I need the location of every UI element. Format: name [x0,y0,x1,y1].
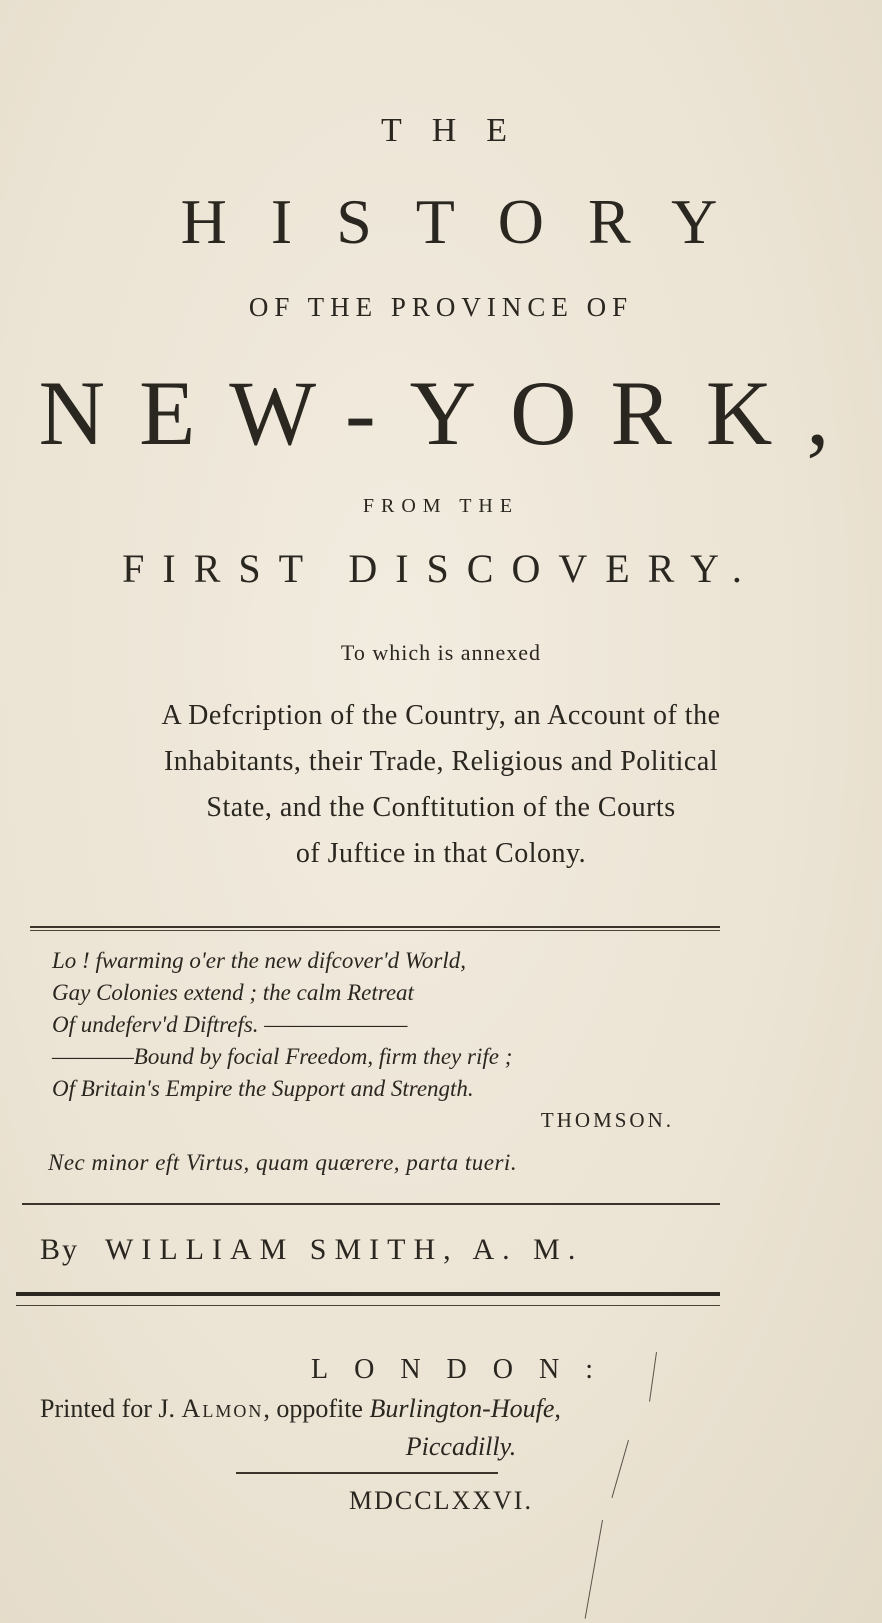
rule-above-byline [22,1203,720,1205]
byline-author: WILLIAM SMITH, A. M. [105,1233,584,1266]
verse-line-1: Lo ! fwarming o'er the new difcover'd World, [52,948,467,973]
title-first-discovery: FIRST DISCOVERY. [122,546,760,591]
imprint-opposite: , oppofite [263,1394,363,1423]
imprint-location: Burlington-Houfe, [369,1394,561,1423]
imprint-location-2: Piccadilly. [405,1432,517,1461]
rule-above-verse-thin [30,930,720,931]
rule-below-byline-thick [16,1292,720,1296]
rule-above-verse [30,926,720,928]
title-from-the: FROM THE [362,495,520,517]
title-new-york: NEW-YORK, [38,362,864,464]
imprint-city: LONDON: [311,1354,619,1385]
imprint-date: MDCCLXXVI. [349,1486,533,1515]
latin-motto: Nec minor eft Virtus, quam quærere, parta tueri. [48,1150,518,1175]
description-line-4: of Juftice in that Colony. [295,838,587,869]
description-line-1: A Defcription of the Country, an Account of the [161,700,721,731]
rule-below-byline-thin [16,1305,720,1306]
verse-line-2: Gay Colonies extend ; the calm Retreat [52,980,414,1005]
byline [40,1233,583,1267]
title-the: THE [380,112,538,149]
description-line-3: State, and the Conftitution of the Courts [206,792,676,823]
annexed-line: To which is annexed [340,640,542,665]
verse-line-4: ————Bound by focial Freedom, firm they rife ; [52,1044,513,1069]
verse-line-3: Of undeferv'd Diftrefs. ——————— [52,1012,408,1037]
title-province-of: OF THE PROVINCE OF [248,292,634,322]
pencil-mark-3 [585,1520,603,1619]
title-history: HISTORY [180,186,762,257]
rule-above-date [236,1472,498,1474]
imprint-printed-for [40,1394,561,1424]
byline-by: By [40,1233,80,1266]
verse-attribution: THOMSON. [540,1108,674,1132]
imprint-printer: Almon [181,1394,264,1423]
imprint-printed-text: Printed for J. [40,1394,176,1423]
description-line-2: Inhabitants, their Trade, Religious and Political [163,746,719,777]
verse-line-5: Of Britain's Empire the Support and Strength. [52,1076,474,1101]
